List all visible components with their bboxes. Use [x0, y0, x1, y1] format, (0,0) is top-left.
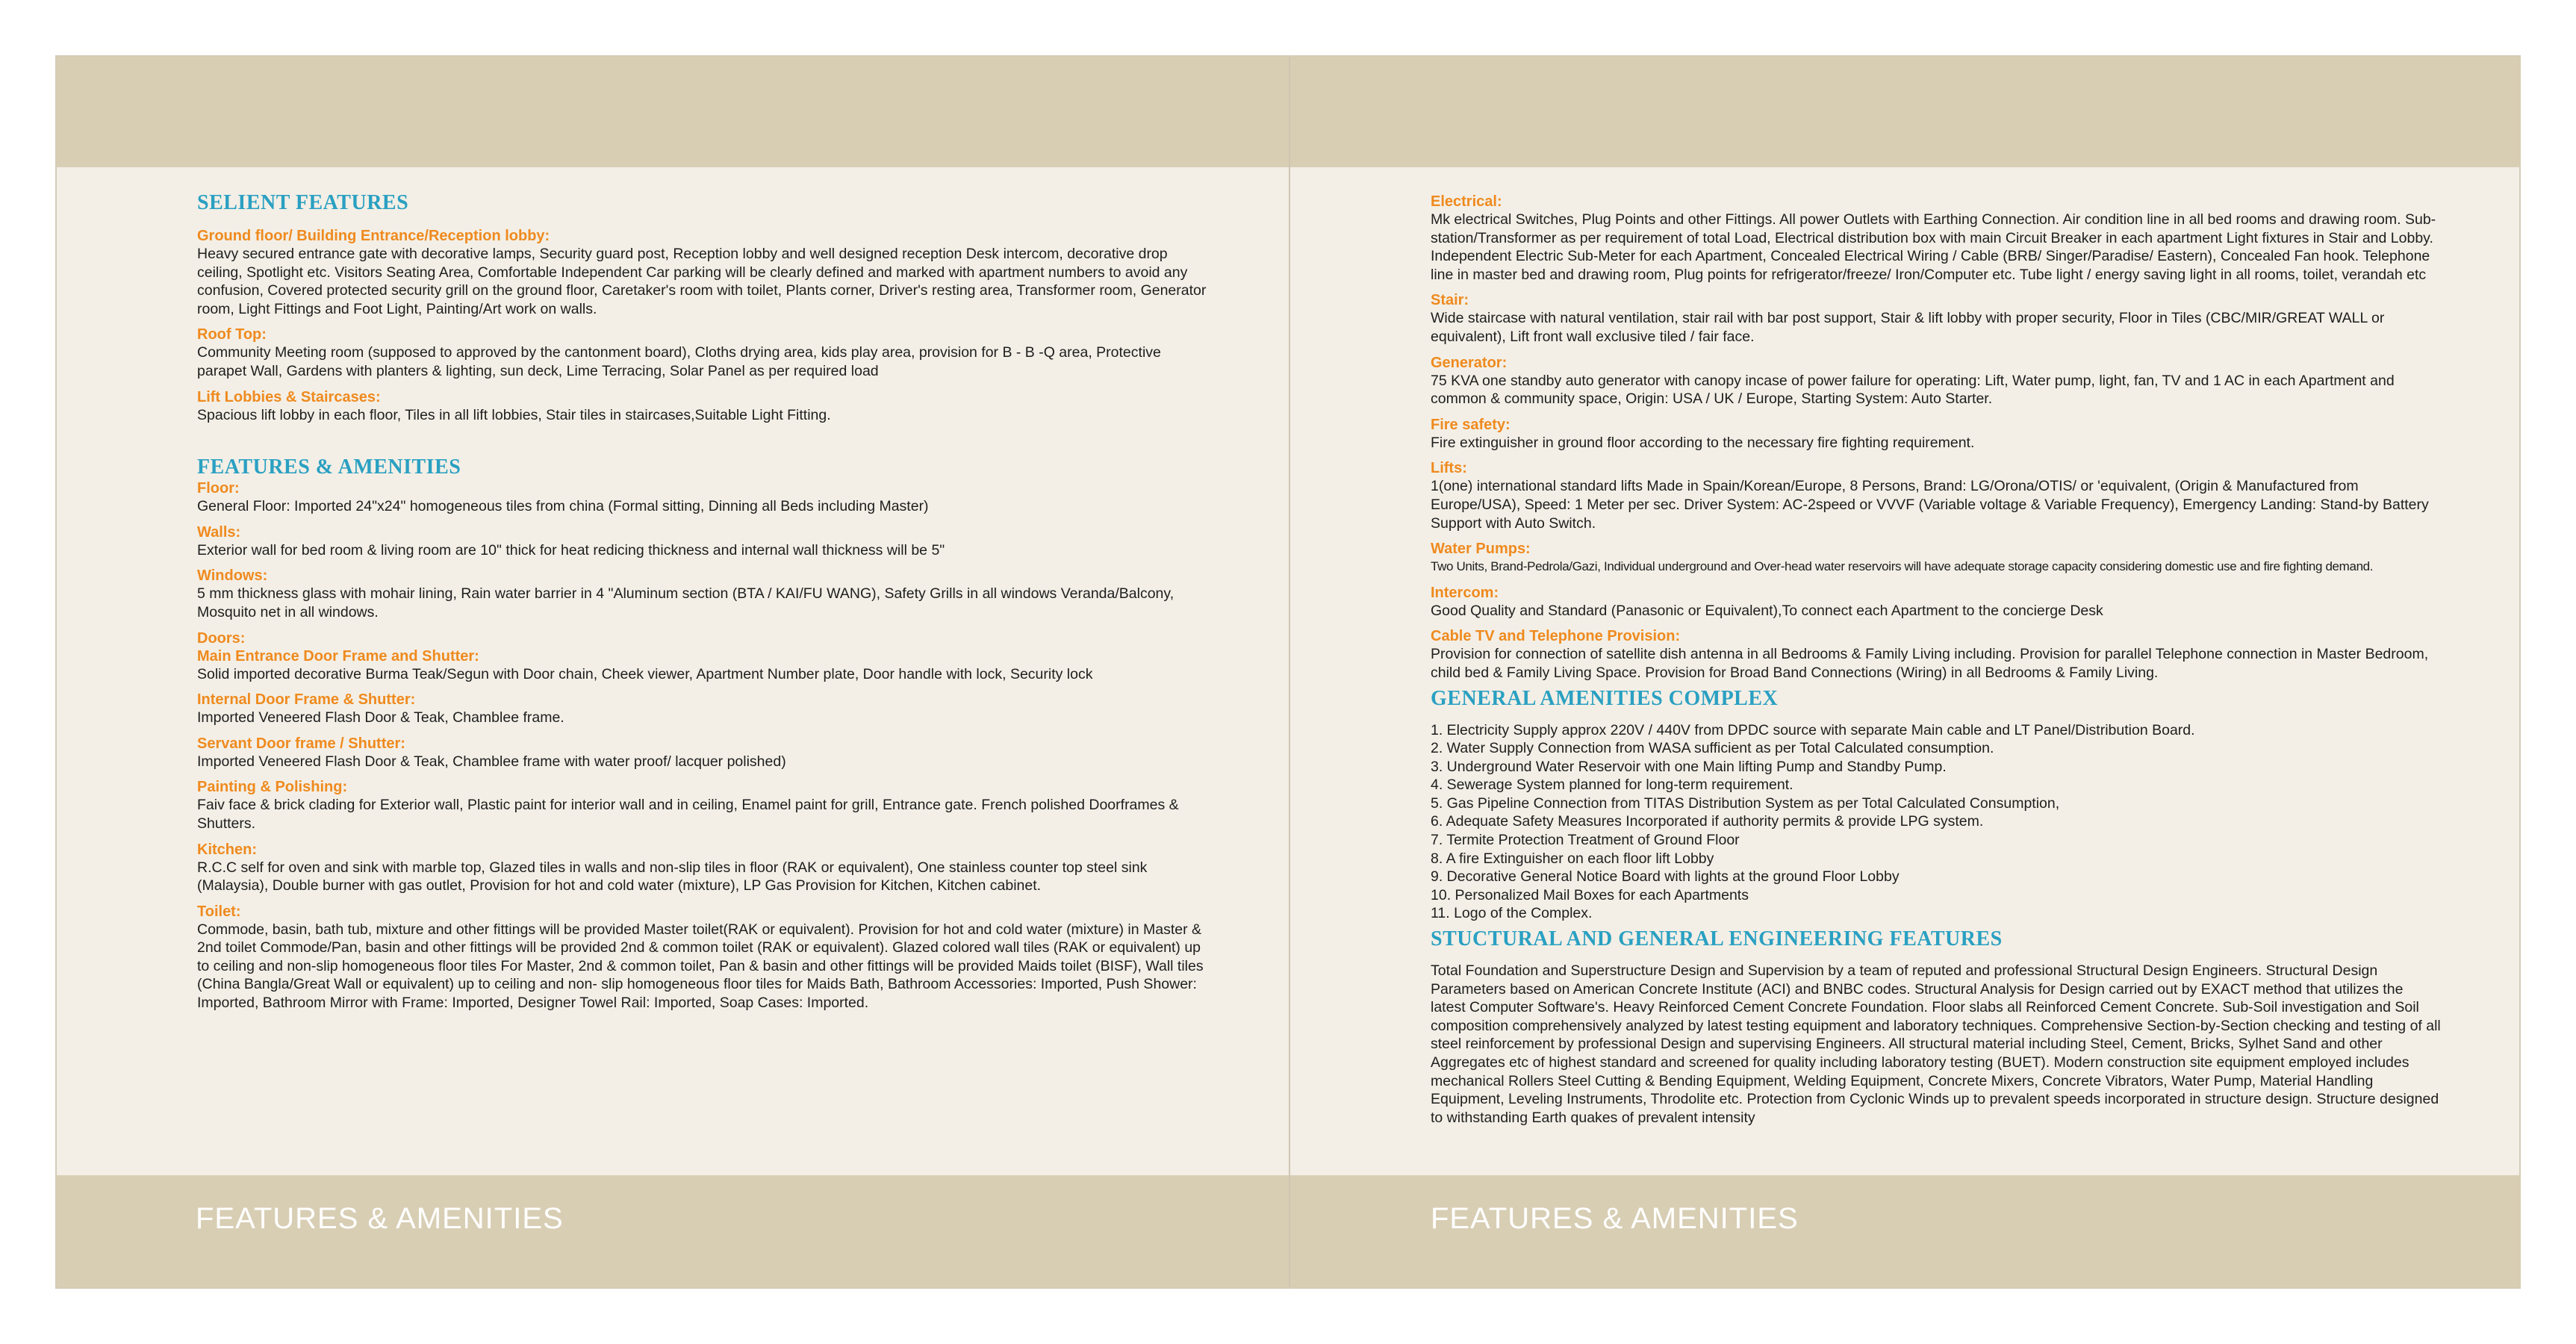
- list-item: 7. Termite Protection Treatment of Ground Floor: [1431, 832, 1740, 849]
- main-door-heading: Main Entrance Door Frame and Shutter:: [197, 647, 479, 665]
- painting-text: Faiv face & brick clading for Exterior wall, Plastic paint for interior wall and in ceiling, Enamel paint for grill, Entrance gate. French polished Doorframes & Shutters.: [197, 797, 1179, 832]
- features-amenities-title: FEATURES & AMENITIES: [197, 455, 461, 479]
- servant-door-text: Imported Veneered Flash Door & Teak, Chamblee frame with water proof/ lacquer polished): [197, 753, 786, 770]
- structural-text: Total Foundation and Superstructure Design and Supervision by a team of reputed and professional Structural Design Engineers. Structural Design Parameters based on American Concrete Institute (ACI) and BNBC codes. Structural Analysis for Design carried out by EXACT method that utilizes the latest Computer Software's. Heavy Reinforced Cement Concrete Foundation. Floor slabs all Reinforced Cement Concrete. Sub-Soil investigation and Soil composition comprehensively analyzed by latest testing equipment and laboratory techniques. Comprehensive Section-by-Section checking and testing of all steel reinforcement by professional Design and supervising Engineers. All structural material including Steel, Cement, Bricks, Sylhet Sand and other Aggregates etc of highest standard and screened for quality including laboratory testing (BUET). Modern construction site equipment employed includes mechanical Rollers Steel Cutting & Bending Equipment, Welding Equipment, Concrete Mixers, Concrete Vibrators, Water Pump, Material Handling Equipment, Leveling Instruments, Throdolite etc. Protection from Cyclonic Winds up to prevalent speeds incorporated in structure design. Structure designed to withstanding Earth quakes of prevalent intensity: [1431, 962, 2441, 1126]
- cable-tv-text: Provision for connection of satellite dish antenna in all Bedrooms & Family Living including. Provision for parallel Telephone connection in Master Bedroom, child bed & Family Living Space. Provision for Broad Band Connections (Wiring) in all Bedrooms & Family Living.: [1431, 646, 2429, 681]
- doors-heading: Doors:: [197, 629, 246, 647]
- right-footer-title: FEATURES & AMENITIES: [1431, 1202, 1799, 1235]
- list-item: 10. Personalized Mail Boxes for each Apartments: [1431, 886, 1749, 903]
- fire-safety-heading: Fire safety:: [1431, 416, 1511, 433]
- internal-door-heading: Internal Door Frame & Shutter:: [197, 691, 416, 709]
- left-footer-title: FEATURES & AMENITIES: [196, 1202, 564, 1235]
- structural-features-title: STUCTURAL AND GENERAL ENGINEERING FEATURES: [1431, 927, 2003, 951]
- list-item: 5. Gas Pipeline Connection from TITAS Distribution System as per Total Calculated Consumption,: [1431, 794, 2060, 812]
- list-item: 8. A fire Extinguisher on each floor lift Lobby: [1431, 850, 1714, 867]
- left-page: [57, 57, 1290, 1287]
- electrical-heading: Electrical:: [1431, 193, 1502, 210]
- roof-top-heading: Roof Top:: [197, 326, 267, 343]
- ground-floor-text: Heavy secured entrance gate with decorative lamps, Security guard post, Reception lobby and well designed reception Desk intercom, decorative drop ceiling, Spotlight etc. Visitors Seating Area, Comfortable Independent Car parking will be clearly defined and marked with apartment numbers to avoid any confusion, Covered protected security grill on the ground floor, Caretaker's room with toilet, Plants corner, Driver's resting area, Transformer room, Generator room, Light Fittings and Foot Light, Painting/Art work on walls.: [197, 246, 1207, 317]
- water-pumps-heading: Water Pumps:: [1431, 541, 1531, 558]
- main-door-text: Solid imported decorative Burma Teak/Segun with Door chain, Cheek viewer, Apartment Number plate, Door handle with lock, Security lock: [197, 665, 1093, 682]
- electrical-text: Mk electrical Switches, Plug Points and other Fittings. All power Outlets with Earthing Connection. Air condition line in all bed rooms and drawing room. Sub-station/Transformer as per requirement of total Load, Electrical distribution box with main Circuit Breaker in each apartment Light fixtures in Stair and Lobby. Independent Electric Sub-Meter for each Apartment, Concealed Electrical Wiring / Cable (BRB/ Singer/Paradise/ Eastern), Concealed Fan hook. Telephone line in master bed and drawing room, Plug points for refrigerator/freeze/ Iron/Computer etc. Tube light / energy saving light in all rooms, toilet, verandah etc: [1431, 211, 2436, 283]
- list-item: 3. Underground Water Reservoir with one Main lifting Pump and Standby Pump.: [1431, 758, 1947, 775]
- roof-top-text: Community Meeting room (supposed to approved by the cantonment board), Cloths drying area, kids play area, provision for B - B -Q area, Protective parapet Wall, Gardens with planters & lighting, sun deck, Lime Terracing, Solar Panel as per required load: [197, 344, 1161, 379]
- toilet-heading: Toilet:: [197, 903, 241, 920]
- selient-features-title: SELIENT FEATURES: [197, 191, 409, 214]
- kitchen-text: R.C.C self for oven and sink with marble top, Glazed tiles in walls and non-slip tiles in floor (RAK or equivalent), One stainless counter top steel sink (Malaysia), Double burner with gas outlet, Provision for hot and cold water (mixture), LP Gas Provision for Kitchen, Kitchen cabinet.: [197, 859, 1148, 895]
- floor-heading: Floor:: [197, 480, 240, 497]
- lift-lobbies-text: Spacious lift lobby in each floor, Tiles in all lift lobbies, Stair tiles in staircases,Suitable Light Fitting.: [197, 406, 831, 423]
- list-item: 9. Decorative General Notice Board with lights at the ground Floor Lobby: [1431, 868, 1900, 886]
- water-pumps-text: Two Units, Brand-Pedrola/Gazi, Individual underground and Over-head water reservoirs will have adequate storage capacity considering domestic use and fire fighting demand.: [1431, 559, 2374, 574]
- intercom-heading: Intercom:: [1431, 584, 1499, 601]
- left-top-band: [57, 57, 1289, 167]
- intercom-text: Good Quality and Standard (Panasonic or Equivalent),To connect each Apartment to the concierge Desk: [1431, 602, 2103, 619]
- walls-text: Exterior wall for bed room & living room are 10" thick for heat redicing thickness and internal wall thickness will be 5": [197, 541, 945, 559]
- floor-text: General Floor: Imported 24"x24" homogeneous tiles from china (Formal sitting, Dinning all Beds including Master): [197, 498, 929, 515]
- list-item: 4. Sewerage System planned for long-term requirement.: [1431, 777, 1793, 794]
- lifts-heading: Lifts:: [1431, 460, 1467, 477]
- stair-heading: Stair:: [1431, 292, 1469, 309]
- windows-heading: Windows:: [197, 567, 268, 585]
- ground-floor-heading: Ground floor/ Building Entrance/Reception lobby:: [197, 228, 550, 244]
- generator-text: 75 KVA one standby auto generator with canopy incase of power failure for operating: Lift, Water pump, light, fan, TV and 1 AC in each Apartment and common & community space, Origin: USA / UK / Europe, Starting System: Auto Starter.: [1431, 372, 2395, 408]
- right-page: [1290, 57, 2521, 1287]
- kitchen-heading: Kitchen:: [197, 841, 257, 858]
- cable-tv-heading: Cable TV and Telephone Provision:: [1431, 628, 1681, 645]
- brochure-spread: [55, 55, 2521, 1289]
- general-amenities-title: GENERAL AMENITIES COMPLEX: [1431, 686, 1779, 710]
- stair-text: Wide staircase with natural ventilation, stair rail with bar post support, Stair & lift lobby with proper security, Floor in Tiles (CBC/MIR/GREAT WALL or equivalent), Lift front wall exclusive tiled / fair face.: [1431, 310, 2385, 345]
- left-content: [197, 191, 1213, 1012]
- list-item: 6. Adequate Safety Measures Incorporated if authority permits & provide LPG system.: [1431, 813, 1984, 830]
- servant-door-heading: Servant Door frame / Shutter:: [197, 735, 405, 752]
- right-content: [1431, 193, 2442, 1127]
- internal-door-text: Imported Veneered Flash Door & Teak, Chamblee frame.: [197, 709, 564, 727]
- list-item: 11. Logo of the Complex.: [1431, 905, 1593, 922]
- right-top-band: [1290, 57, 2521, 167]
- walls-heading: Walls:: [197, 523, 241, 541]
- fire-safety-text: Fire extinguisher in ground floor according to the necessary fire fighting requirement.: [1431, 434, 1975, 451]
- list-item: 2. Water Supply Connection from WASA sufficient as per Total Calculated consumption.: [1431, 740, 1994, 757]
- lift-lobbies-heading: Lift Lobbies & Staircases:: [197, 388, 381, 405]
- windows-text: 5 mm thickness glass with mohair lining, Rain water barrier in 4 "Aluminum section (BTA / KAI/FU WANG), Safety Grills in all windows Veranda/Balcony, Mosquito net in all windows.: [197, 585, 1175, 620]
- toilet-text: Commode, basin, bath tub, mixture and other fittings will be provided Master toilet(RAK or equivalent). Provision for hot and cold water (mixture) in Master & 2nd toilet Commode/Pan, basin and other fittings will be provided 2nd & common toilet (RAK or equivalent). Glazed colored wall tiles (RAK or equivalent) up to ceiling and non-slip homogeneous floor tiles For Master, 2nd & common toilet, Pan & basin and other fittings will be provided Maids toilet (BISF), Wall tiles (China Bangla/Great Wall or equivalent) up to ceiling and non- slip homogeneous floor tiles for Maids Bath, Bathroom Accessories: Imported, Push Shower: Imported, Bathroom Mirror with Frame: Imported, Designer Towel Rail: Imported, Soap Cases: Imported.: [197, 921, 1204, 1012]
- painting-heading: Painting & Polishing:: [197, 779, 348, 796]
- list-item: 1. Electricity Supply approx 220V / 440V from DPDC source with separate Main cable and LT Panel/Distribution Board.: [1431, 721, 2195, 738]
- general-amenities-list: [1431, 721, 2442, 924]
- generator-heading: Generator:: [1431, 354, 1508, 371]
- lifts-text: 1(one) international standard lifts Made in Spain/Korean/Europe, 8 Persons, Brand: LG/Orona/OTIS/ or 'equivalent, (Origin & Manufactured from Europe/USA), Speed: 1 Meter per sec. Driver System: AC-2speed or VVVF (Variable voltage & Variable Frequency), Emergency Landing: Stand-by Battery Support with Auto Switch.: [1431, 478, 2429, 532]
